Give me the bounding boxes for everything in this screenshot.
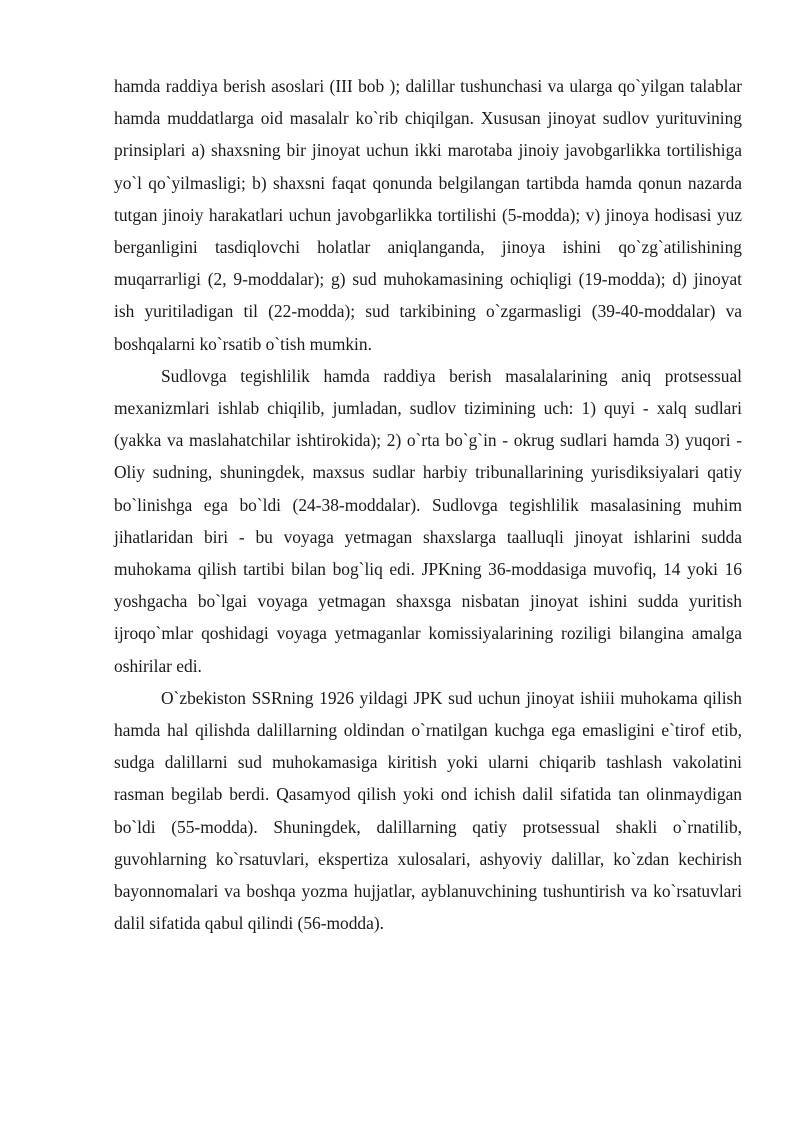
paragraph-jurisdiction: Sudlovga tegishlilik hamda raddiya berish masalalarining aniq protsessual mexanizmlari ishlab chiqilib, jumladan, sudlov tizimining uch: 1) quyi - xalq sudlari (yakka va maslahatchilar ishtirokida); 2) o`rta bo`g`in - okrug sudlari hamda 3) yuqori - Oliy sudning, shuningdek, maxsus sudlar harbiy tribunallarining yurisdiksiyalari qatiy bo`linishga ega bo`ldi (24-38-moddalar). Sudlovga tegishlilik masalasining muhim jihatlaridan biri - bu voyaga yetmagan shaxslarga taalluqli jinoyat ishlarini sudda muhokama qilish tartibi bilan bog`liq edi. JPKning 36-moddasiga muvofiq, 14 yoki 16 yoshgacha bo`lgai voyaga yetmagan shaxsga nisbatan jinoyat ishini sudda yuritish ijroqo`mlar qoshidagi voyaga yetmaganlar komissiyalarining roziligi bilangina amalga oshirilar edi.	[114, 365, 742, 676]
document-page	[114, 70, 742, 939]
paragraph-continuation: hamda raddiya berish asoslari (III bob ); dalillar tushunchasi va ularga qo`yilgan talablar hamda muddatlarga oid masalalr ko`rib chiqilgan. Xususan jinoyat sudlov yurituvining prinsiplari a) shaxsning bir jinoyat uchun ikki marotaba jinoiy javobgarlikka tortilishiga yo`l qo`yilmasligi; b) shaxsni faqat qonunda belgilangan tartibda hamda qonun nazarda tutgan jinoiy harakatlari uchun javobgarlikka tortilishi (5-modda); v) jinoya hodisasi yuz berganligini tasdiqlovchi holatlar aniqlanganda, jinoya ishini qo`zg`atilishining muqarrarligi (2, 9-moddalar); g) sud muhokamasining ochiqligi (19-modda); d) jinoyat ish yuritiladigan til (22-modda); sud tarkibining o`zgarmasligi (39-40-moddalar) va boshqalarni ko`rsatib o`tish mumkin.	[114, 76, 742, 354]
paragraph-evidence: O`zbekiston SSRning 1926 yildagi JPK sud uchun jinoyat ishiii muhokama qilish hamda hal qilishda dalillarning oldindan o`rnatilgan kuchga ega emasligini e`tirof etib, sudga dalillarni sud muhokamasiga kiritish yoki ularni chiqarib tashlash vakolatini rasman begilab berdi. Qasamyod qilish yoki ond ichish dalil sifatida tan olinmaydigan bo`ldi (55-modda). Shuningdek, dalillarning qatiy protsessual shakli o`rnatilib, guvohlarning ko`rsatuvlari, ekspertiza xulosalari, ashyoviy dalillar, ko`zdan kechirish bayonnomalari va boshqa yozma hujjatlar, ayblanuvchining tushuntirish va ko`rsatuvlari dalil sifatida qabul qilindi (56-modda).	[114, 687, 742, 934]
